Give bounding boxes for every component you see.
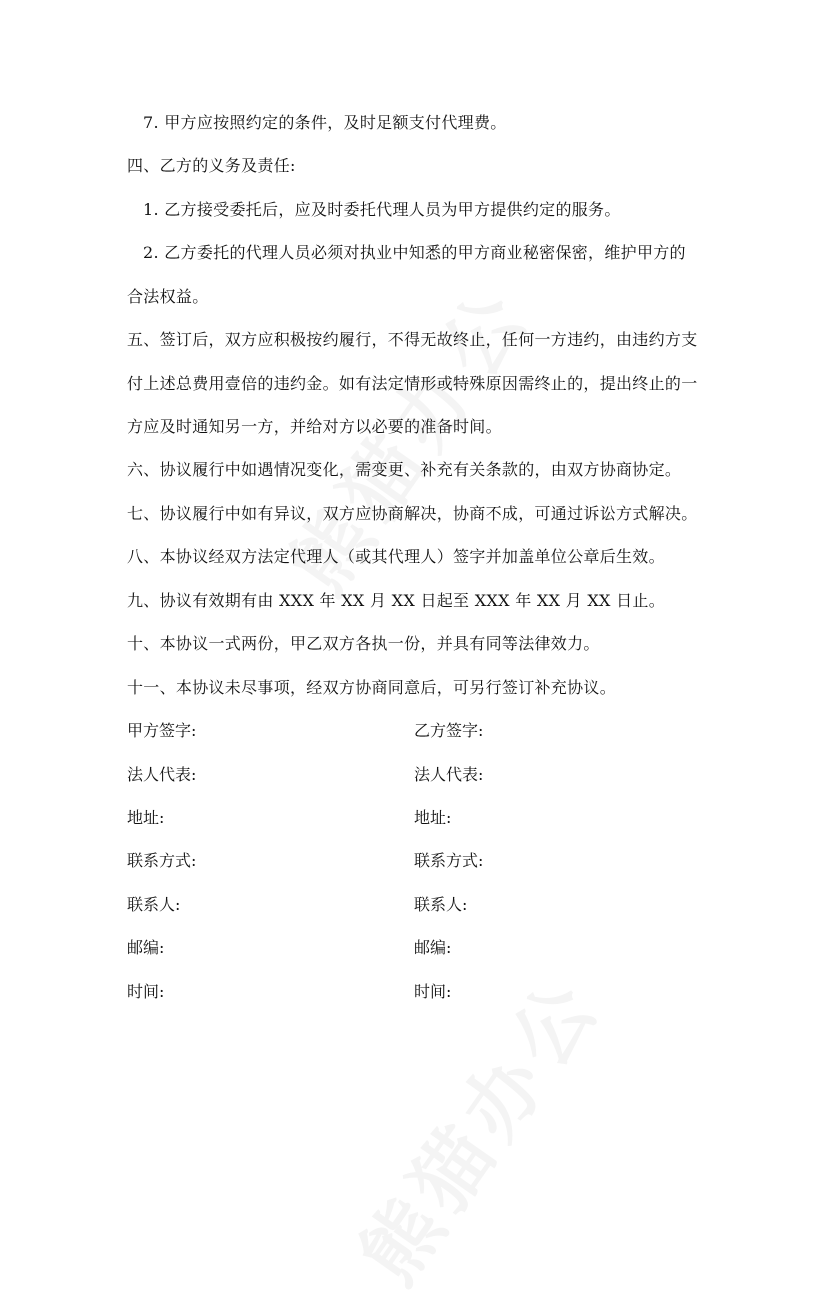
watermark — [329, 950, 623, 1302]
party-a-contact-person-label: 联系人: — [127, 895, 181, 914]
party-b-signature-label: 乙方签字: — [414, 721, 484, 740]
party-a-address-label: 地址: — [127, 808, 165, 827]
party-b-postcode-label: 邮编: — [414, 938, 452, 957]
party-a-date-label: 时间: — [127, 982, 165, 1001]
party-a-legal-rep-label: 法人代表: — [127, 765, 197, 784]
party-b-contact-method-label: 联系方式: — [414, 851, 484, 870]
clause-line: 2. 乙方委托的代理人员必须对执业中知悉的甲方商业秘密保密，维护甲方的 — [143, 243, 686, 262]
clause-line: 合法权益。 — [127, 287, 209, 306]
clause-line: 五、签订后，双方应积极按约履行，不得无故终止，任何一方违约，由违约方支 — [127, 330, 698, 349]
party-a-signature-label: 甲方签字: — [127, 721, 197, 740]
clause-line: 7. 甲方应按照约定的条件，及时足额支付代理费。 — [143, 113, 507, 132]
party-a-postcode-label: 邮编: — [127, 938, 165, 957]
clause-line: 六、协议履行中如遇情况变化，需变更、补充有关条款的，由双方协商协定。 — [127, 460, 682, 479]
clause-line: 1. 乙方接受委托后，应及时委托代理人员为甲方提供约定的服务。 — [143, 200, 621, 219]
party-b-contact-person-label: 联系人: — [414, 895, 468, 914]
party-b-address-label: 地址: — [414, 808, 452, 827]
party-b-date-label: 时间: — [414, 982, 452, 1001]
clause-line: 付上述总费用壹倍的违约金。如有法定情形或特殊原因需终止的，提出终止的一 — [127, 374, 698, 393]
section-heading: 四、乙方的义务及责任: — [127, 156, 296, 175]
party-b-legal-rep-label: 法人代表: — [414, 765, 484, 784]
clause-line: 十、本协议一式两份，甲乙双方各执一份，并具有同等法律效力。 — [127, 634, 600, 653]
clause-line: 九、协议有效期有由 XXX 年 XX 月 XX 日起至 XXX 年 XX 月 XX 日止。 — [127, 591, 665, 610]
clause-line: 十一、本协议未尽事项，经双方协商同意后，可另行签订补充协议。 — [127, 678, 617, 697]
party-a-contact-method-label: 联系方式: — [127, 851, 197, 870]
clause-line: 七、协议履行中如有异议，双方应协商解决，协商不成，可通过诉讼方式解决。 — [127, 504, 698, 523]
clause-line: 方应及时通知另一方，并给对方以必要的准备时间。 — [127, 417, 502, 436]
clause-line: 八、本协议经双方法定代理人（或其代理人）签字并加盖单位公章后生效。 — [127, 547, 665, 566]
